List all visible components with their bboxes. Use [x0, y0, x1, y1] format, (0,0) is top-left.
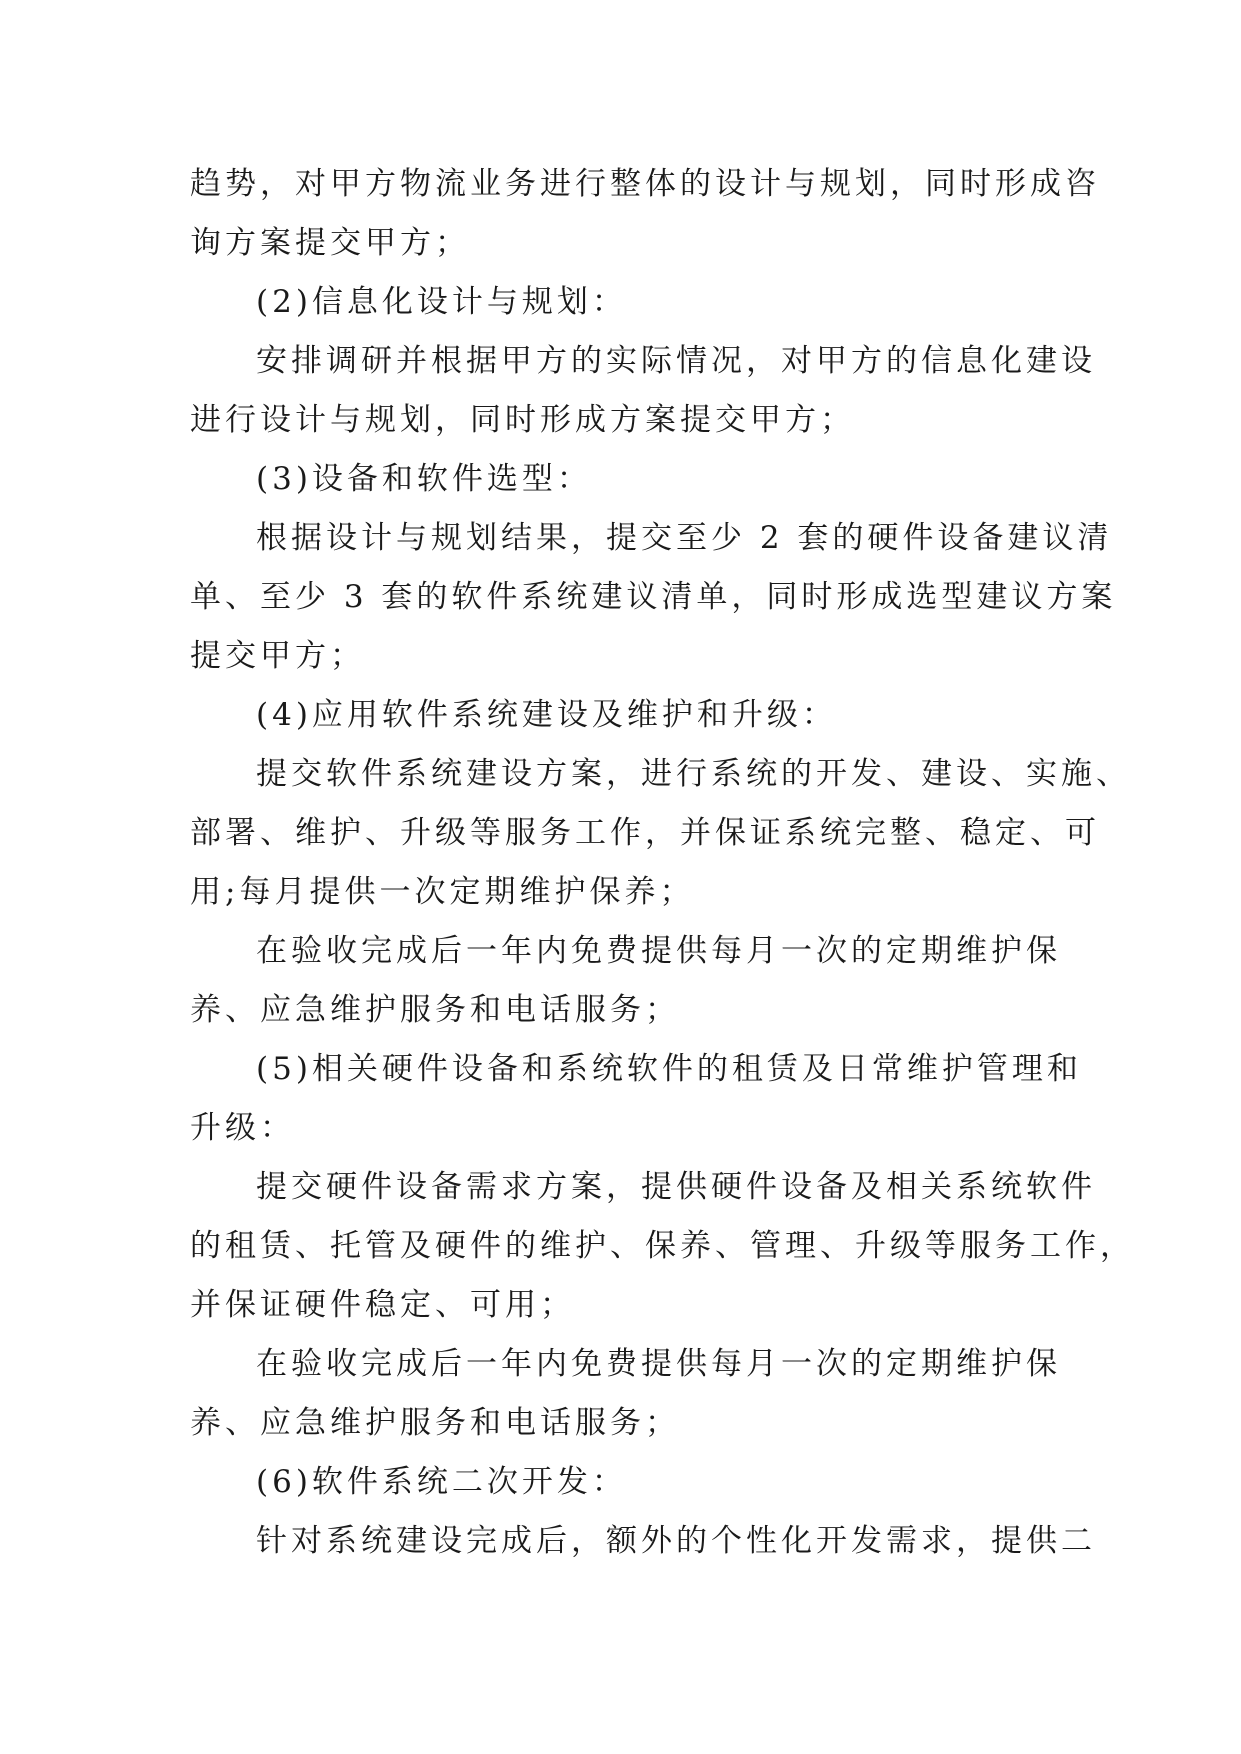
text-line: 针对系统建设完成后，额外的个性化开发需求，提供二 — [256, 1523, 1096, 1559]
document-body — [190, 155, 1135, 1571]
text-line: 安排调研并根据甲方的实际情况，对甲方的信息化建设 — [256, 343, 1096, 379]
section-heading-5: (5)相关硬件设备和系统软件的租赁及日常维护管理和 — [256, 1051, 1082, 1087]
text-line: 用;每月提供一次定期维护保养； — [190, 874, 695, 910]
text-line: 在验收完成后一年内免费提供每月一次的定期维护保 — [256, 933, 1061, 969]
text-line: 趋势，对甲方物流业务进行整体的设计与规划，同时形成咨 — [190, 166, 1100, 202]
text-line: 养、应急维护服务和电话服务； — [190, 992, 680, 1028]
text-line: 在验收完成后一年内免费提供每月一次的定期维护保 — [256, 1346, 1061, 1382]
text-line: 单、至少 3 套的软件系统建议清单，同时形成选型建议方案 — [190, 579, 1117, 615]
section-heading-4: (4)应用软件系统建设及维护和升级： — [256, 697, 837, 733]
section-heading-3: (3)设备和软件选型： — [256, 461, 592, 497]
text-line: 的租赁、托管及硬件的维护、保养、管理、升级等服务工作， — [190, 1228, 1135, 1264]
text-line: 提交硬件设备需求方案，提供硬件设备及相关系统软件 — [256, 1169, 1096, 1205]
text-line: 进行设计与规划，同时形成方案提交甲方； — [190, 402, 855, 438]
text-line: 根据设计与规划结果，提交至少 2 套的硬件设备建议清 — [256, 520, 1113, 556]
section-heading-6: (6)软件系统二次开发： — [256, 1464, 627, 1500]
text-line: 养、应急维护服务和电话服务； — [190, 1405, 680, 1441]
section-heading-2: (2)信息化设计与规划： — [256, 284, 627, 320]
text-line: 升级： — [190, 1110, 295, 1146]
text-line: 询方案提交甲方； — [190, 225, 470, 261]
text-line: 并保证硬件稳定、可用； — [190, 1287, 575, 1323]
text-line: 部署、维护、升级等服务工作，并保证系统完整、稳定、可 — [190, 815, 1100, 851]
text-line: 提交甲方； — [190, 638, 365, 674]
text-line: 提交软件系统建设方案，进行系统的开发、建设、实施、 — [256, 756, 1131, 792]
